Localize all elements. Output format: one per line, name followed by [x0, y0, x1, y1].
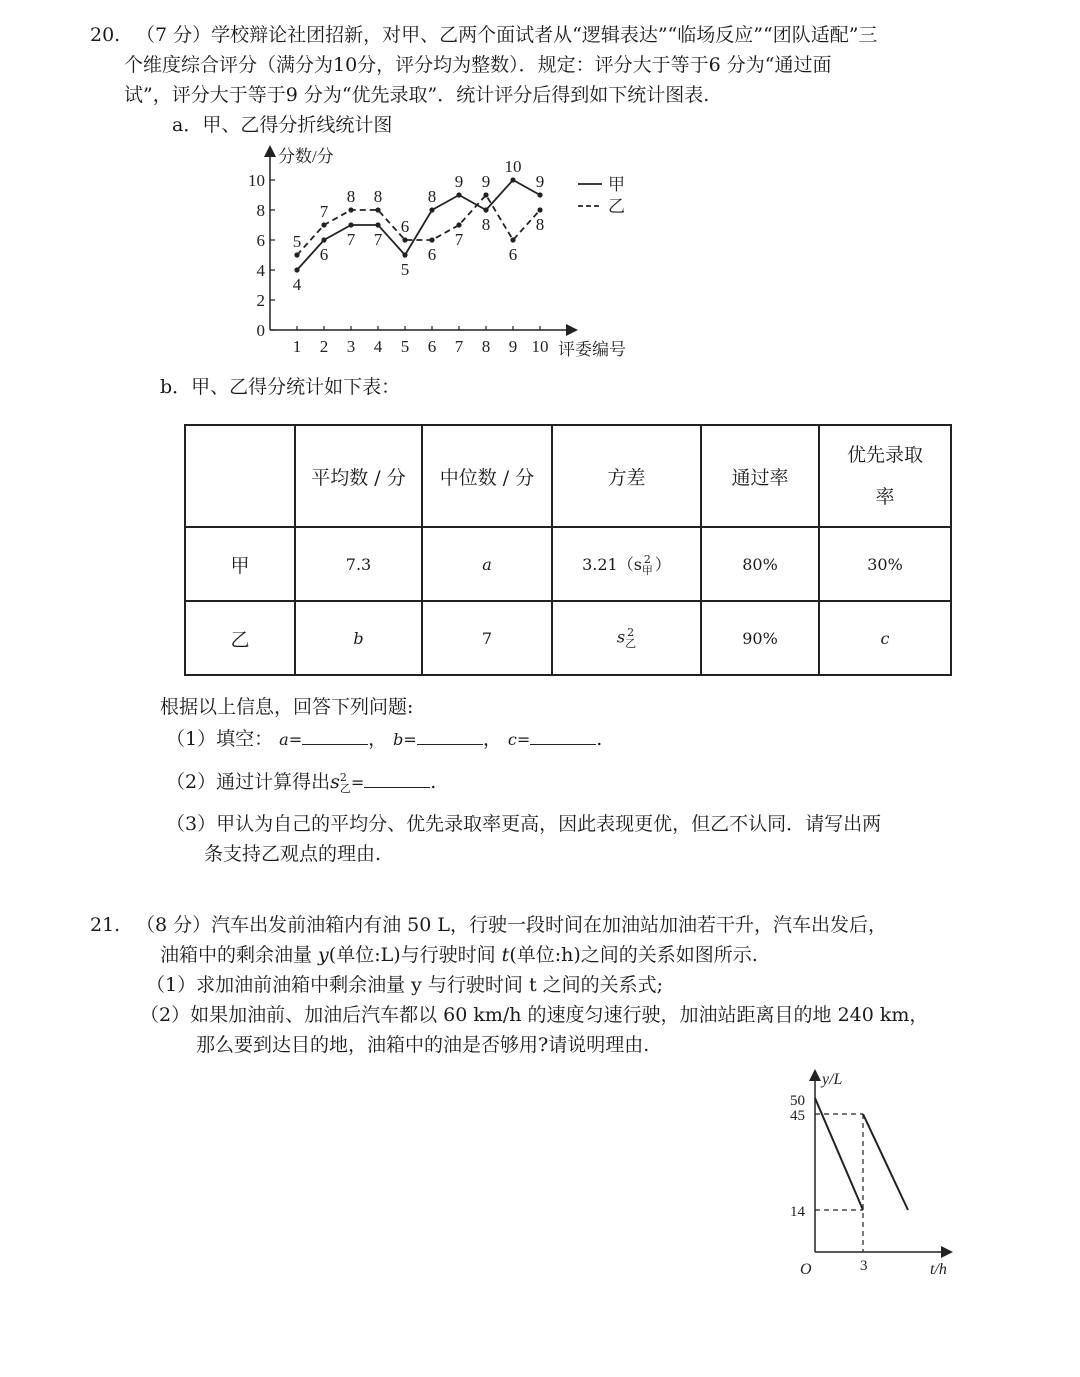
data-label-jia: 9 — [535, 172, 545, 191]
blank-variance-line[interactable] — [364, 767, 430, 788]
data-point-yi — [294, 252, 299, 257]
q20-sub3-line2: 条支持乙观点的理由. — [204, 843, 382, 865]
data-label-jia: 8 — [481, 215, 491, 234]
row-jia-median: a — [422, 527, 552, 601]
data-label-jia: 8 — [427, 187, 437, 206]
data-label-yi: 7 — [319, 202, 329, 221]
q21-var-y: y — [318, 944, 329, 966]
q20-intro-line2: 个维度综合评分（满分为10分，评分均为整数）．规定：评分大于等于6 分为“通过面 — [124, 54, 832, 76]
chart-y-tick-label: 8 — [256, 201, 265, 220]
row-yi-label: 乙 — [185, 601, 295, 675]
row-yi-variance — [552, 601, 701, 675]
blank-b-var: b — [393, 730, 404, 749]
data-label-jia: 9 — [454, 172, 464, 191]
blank-c-line[interactable] — [530, 724, 596, 745]
blank-b-line[interactable] — [417, 724, 483, 745]
q21-var-t: t — [501, 944, 510, 966]
data-point-jia — [429, 207, 434, 212]
blank-b-sep: ， — [482, 728, 502, 750]
data-label-jia: 10 — [504, 157, 522, 176]
fuel-ytick-50: 50 — [790, 1093, 805, 1109]
fuel-segment-after — [863, 1114, 908, 1210]
fuel-origin: O — [800, 1261, 812, 1278]
header-priority-rate-line1: 优先录取 — [846, 444, 923, 466]
chart-x-tick-label: 6 — [427, 337, 437, 356]
data-label-yi: 8 — [346, 187, 356, 206]
q20-sub1-lead: （1）填空： — [166, 728, 274, 750]
legend-label-jia: 甲 — [608, 175, 625, 194]
chart-x-tick-label: 9 — [508, 337, 518, 356]
blank-a-sep: ， — [368, 728, 388, 750]
data-point-jia — [321, 237, 326, 242]
row-jia-mean: 7.3 — [295, 527, 422, 601]
row-yi-mean: b — [295, 601, 422, 675]
row-jia-variance-sub: 甲 — [641, 564, 653, 578]
q20-prompt: 根据以上信息，回答下列问题: — [160, 696, 414, 718]
row-jia-pass: 80% — [701, 527, 819, 601]
series-line-yi — [297, 195, 540, 255]
chart-x-tick-label: 7 — [454, 337, 464, 356]
fuel-y-label: y/L — [822, 1071, 843, 1088]
q21-intro-line1: （8 分）汽车出发前油箱内有油 50 L，行驶一段时间在加油站加油若干升，汽车出发后， — [136, 914, 888, 936]
data-label-jia: 6 — [319, 245, 329, 264]
fuel-segment-before — [815, 1098, 863, 1210]
q20-intro-line1: （7 分）学校辩论社团招新，对甲、乙两个面试者从“逻辑表达”“临场反应”“团队适配”三 — [136, 24, 878, 46]
data-label-yi: 9 — [481, 172, 491, 191]
header-pass-rate: 通过率 — [701, 425, 819, 527]
row-jia-variance — [552, 527, 701, 601]
blank-c-end: . — [596, 728, 603, 750]
row-jia-priority: 30% — [819, 527, 951, 601]
data-point-jia — [456, 192, 461, 197]
q21-intro-line2-c: (单位:h)之间的关系如图所示. — [509, 944, 758, 966]
chart-y-tick-label: 4 — [256, 261, 265, 280]
data-label-jia: 4 — [292, 275, 302, 294]
header-mean: 平均数 / 分 — [295, 425, 422, 527]
row-yi-variance-s: s — [616, 627, 626, 647]
q21-intro-line2 — [160, 942, 758, 968]
data-point-yi — [375, 207, 380, 212]
header-variance: 方差 — [552, 425, 701, 527]
q20-intro-line3: 试”，评分大于等于9 分为“优先录取”．统计评分后得到如下统计图表. — [124, 84, 710, 106]
q20-sub2-eq: = — [350, 773, 365, 792]
chart-x-tick-label: 5 — [400, 337, 410, 356]
data-point-jia — [294, 267, 299, 272]
data-point-jia — [510, 177, 515, 182]
chart-x-tick-label: 3 — [346, 337, 356, 356]
row-jia-variance-main: 3.21（s — [582, 554, 642, 574]
chart-y-tick-label: 2 — [256, 291, 265, 310]
data-label-yi: 5 — [292, 232, 302, 251]
data-point-yi — [429, 237, 434, 242]
row-yi-priority: c — [819, 601, 951, 675]
table-corner-cell — [185, 425, 295, 527]
data-point-yi — [483, 192, 488, 197]
data-point-yi — [456, 222, 461, 227]
q21-sub2-line2: 那么要到达目的地，油箱中的油是否够用?请说明理由. — [196, 1034, 650, 1056]
data-point-jia — [483, 207, 488, 212]
chart-y-tick-label: 10 — [248, 171, 265, 190]
row-jia-label: 甲 — [185, 527, 295, 601]
data-label-yi: 6 — [508, 245, 518, 264]
data-point-yi — [402, 237, 407, 242]
row-yi-pass: 90% — [701, 601, 819, 675]
chart-x-tick-label: 8 — [481, 337, 491, 356]
data-label-yi: 6 — [400, 217, 410, 236]
q20-sub2-lead: （2）通过计算得出 — [166, 771, 331, 793]
q20-sub2 — [166, 767, 436, 796]
q20-sub1 — [166, 724, 602, 753]
data-label-jia: 5 — [400, 260, 410, 279]
header-priority-rate — [819, 425, 951, 527]
data-point-yi — [510, 237, 515, 242]
chart-x-tick-label: 4 — [373, 337, 383, 356]
legend-label-yi: 乙 — [608, 197, 625, 216]
data-point-jia — [402, 252, 407, 257]
row-jia-variance-end: ） — [654, 554, 671, 574]
data-point-jia — [375, 222, 380, 227]
chart-y-tick-label: 0 — [256, 321, 265, 340]
data-point-jia — [348, 222, 353, 227]
q20-sub2-s: s — [330, 771, 340, 793]
blank-a-line[interactable] — [302, 724, 368, 745]
chart-x-label: 评委编号 — [558, 340, 626, 359]
blank-b-eq: = — [403, 730, 417, 749]
header-priority-rate-line2: 率 — [875, 486, 895, 508]
row-yi-variance-sup: 2 — [627, 626, 635, 639]
fuel-xtick-3: 3 — [860, 1258, 868, 1274]
data-label-yi: 6 — [427, 245, 437, 264]
data-point-yi — [348, 207, 353, 212]
q21-intro-line2-b: (单位:L)与行驶时间 — [328, 944, 502, 966]
data-label-jia: 7 — [373, 230, 383, 249]
score-stats-table — [184, 424, 952, 676]
data-point-yi — [537, 207, 542, 212]
q20-sub2-end: . — [430, 771, 437, 793]
q20-sub3-line1: （3）甲认为自己的平均分、优先录取率更高，因此表现更优，但乙不认同．请写出两 — [166, 813, 882, 835]
q21-intro-line2-a: 油箱中的剩余油量 — [160, 944, 319, 966]
q21-number: 21. — [90, 914, 121, 936]
header-median: 中位数 / 分 — [422, 425, 552, 527]
data-label-yi: 8 — [373, 187, 383, 206]
q21-sub2-line1: （2）如果加油前、加油后汽车都以 60 km/h 的速度匀速行驶，加油站距离目的地 240 km， — [140, 1004, 929, 1026]
q20-number: 20. — [90, 24, 121, 46]
chart-x-tick-label: 10 — [531, 337, 549, 356]
row-yi-median: 7 — [422, 601, 552, 675]
chart-x-tick-label: 2 — [319, 337, 329, 356]
data-label-jia: 7 — [346, 230, 356, 249]
blank-a-var: a — [279, 730, 289, 749]
chart-y-tick-label: 6 — [256, 231, 265, 250]
q20-part-a: a．甲、乙得分折线统计图 — [172, 114, 393, 136]
data-label-yi: 8 — [535, 215, 545, 234]
fuel-ytick-14: 14 — [790, 1204, 805, 1220]
data-point-jia — [537, 192, 542, 197]
row-jia-variance-sup: 2 — [643, 553, 651, 567]
blank-a-eq: = — [288, 730, 303, 749]
q20-sub2-sub: 乙 — [339, 782, 351, 795]
fuel-ytick-45: 45 — [790, 1108, 805, 1124]
chart-y-label: 分数/分 — [278, 147, 334, 166]
blank-c-var: c — [507, 730, 517, 749]
data-label-yi: 7 — [454, 230, 464, 249]
data-point-yi — [321, 222, 326, 227]
fuel-graph — [780, 1062, 970, 1282]
row-yi-variance-sub: 乙 — [625, 637, 637, 650]
score-line-chart — [240, 140, 660, 370]
blank-c-eq: = — [516, 730, 531, 749]
q21-sub1: （1）求加油前油箱中剩余油量 y 与行驶时间 t 之间的关系式; — [146, 974, 664, 996]
chart-x-tick-label: 1 — [292, 337, 302, 356]
fuel-x-label: t/h — [930, 1261, 947, 1278]
q20-sub2-sup: 2 — [339, 771, 347, 784]
q20-part-b: b．甲、乙得分统计如下表： — [160, 376, 401, 398]
